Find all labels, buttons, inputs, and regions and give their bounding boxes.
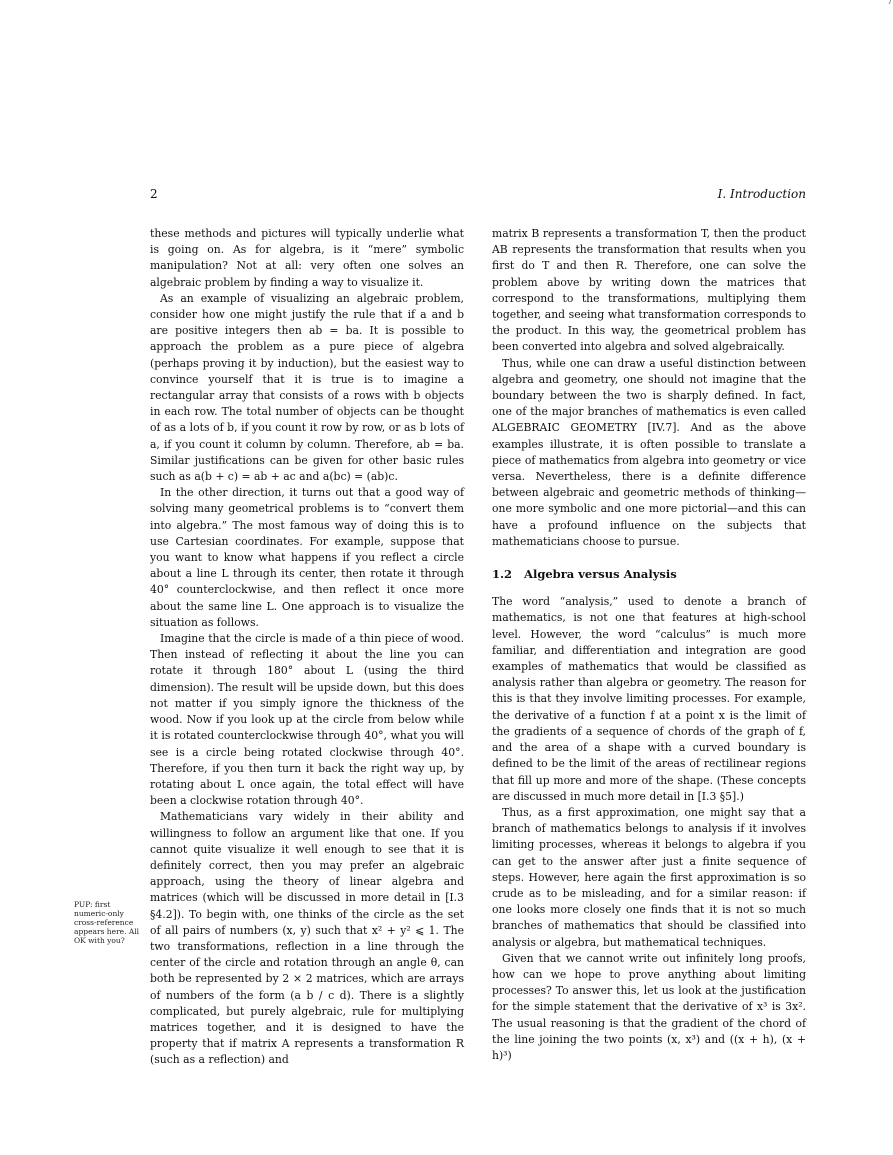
section-title: Algebra versus Analysis	[524, 567, 677, 582]
running-title: I. Introduction	[717, 187, 806, 201]
paragraph: Imagine that the circle is made of a thin piece of wood. Then instead of reflecting it about the line you can rotate it through 180° about L (using the third dimension). The result will be upside down, but this does not matter if you simply ignore the thickness of the wood. Now if you look up at the circle from below while it is rotated counterclockwise through 40°, what you will see is a circle being rotated clockwise through 40°. Therefore, if you then turn it back the right way up, by rotating about L once again, the total effect will have been a clockwise rotation through 40°.	[150, 632, 464, 808]
section-heading	[492, 566, 806, 582]
paragraph: Mathematicians vary widely in their ability and willingness to follow an argument like that one. If you cannot quite visualize it well enough to see that it is definitely correct, then you may prefer an algebraic approach, using the theory of linear algebra and matrices (which will be discussed in more detail in [I.3 §4.2]). To begin with, one thinks of the circle as the set of all pairs of numbers (x, y) such that x² + y² ⩽ 1. The two transformations, reflection in a line through the center of the circle and rotation through an angle θ, can both be represented by 2 × 2 matrices, which are arrays of numbers of the form (a b / c d). There is a slightly complicated, but purely algebraic, rule for multiplying matrices together, and it is designed to have the property that if matrix A represents a transformation R (such as a reflection) and	[150, 810, 464, 1067]
paragraph: As an example of visualizing an algebraic problem, consider how one might justify the rule that if a and b are positive integers then ab = ba. It is possible to approach the problem as a pure piece of algebra (perhaps proving it by induction), but the easiest way to convince yourself that it is true is to imagine a rectangular array that consists of a rows with b objects in each row. The total number of objects can be thought of as a lots of b, if you count it row by row, or as b lots of a, if you count it column by column. Therefore, ab = ba. Similar justifications can be given for other basic rules such as a(b + c) = ab + ac and a(bc) = (ab)c.	[150, 291, 464, 484]
paragraph: In the other direction, it turns out that a good way of solving many geometrical problems is to “convert them into algebra.” The most famous way of doing this is to use Cartesian coordinates. For example, suppose that you want to know what happens if you reflect a circle about a line L through its center, then rotate it through 40° counterclockwise, and then reflect it once more about the same line L. One approach is to visualize the situation as follows.	[150, 486, 464, 629]
margin-note: PUP: first numeric-only cross-reference appears here. All OK with you?	[74, 900, 140, 945]
corner-mark	[879, 0, 891, 6]
paragraph: The word “analysis,” used to denote a branch of mathematics, is not one that features at high-school level. However, the word “calculus” is much more familiar, and differentiation and integration are good examples of mathematics that would be classified as analysis rather than algebra or geometry. The reason for this is that they involve limiting processes. For example, the derivative of a function f at a point x is the limit of the gradients of a sequence of chords of the graph of f, and the area of a shape with a curved boundary is defined to be the limit of the areas of rectilinear regions that fill up more and more of the shape. (These concepts are discussed in much more detail in [I.3 §5].)	[492, 595, 806, 803]
paragraph: Thus, as a first approximation, one might say that a branch of mathematics belongs to analysis if it involves limiting processes, whereas it belongs to algebra if you can get to the answer after just a finite sequence of steps. However, here again the first approximation is so crude as to be misleading, and for a similar reason: if one looks more closely one finds that it is not so much branches of mathematics that should be classified into analysis or algebra, but mathematical techniques.	[492, 805, 806, 949]
right-column	[492, 226, 806, 1064]
left-column	[150, 226, 464, 1069]
paragraph: these methods and pictures will typically underlie what is going on. As for algebra, is it “mere” symbolic manipulation? Not at all: very often one solves an algebraic problem by finding a way to visualize it.	[150, 227, 464, 289]
page-number: 2	[150, 187, 158, 201]
paragraph: matrix B represents a transformation T, then the product AB represents the transformation that results when you first do T and then R. Therefore, one can solve the problem above by writing down the matrices that correspond to the transformations, multiplying them together, and seeing what transformation corresponds to the product. In this way, the geometrical problem has been converted into algebra and solved algebraically.	[492, 227, 806, 354]
section-number: 1.2	[492, 567, 513, 582]
paragraph: Thus, while one can draw a useful distinction between algebra and geometry, one should not imagine that the boundary between the two is sharply defined. In fact, one of the major branches of mathematics is even called ALGEBRAIC GEOMETRY [IV.7]. And as the above examples illustrate, it is often possible to translate a piece of mathematics from algebra into geometry or vice versa. Nevertheless, there is a definite difference between algebraic and geometric methods of thinking—one more symbolic and one more pictorial—and this can have a profound influence on the subjects that mathematicians choose to pursue.	[492, 356, 806, 548]
paragraph: Given that we cannot write out infinitely long proofs, how can we hope to prove anything about limiting processes? To answer this, let us look at the justification for the simple statement that the derivative of x³ is 3x². The usual reasoning is that the gradient of the chord of the line joining the two points (x, x³) and ((x + h), (x + h)³)	[492, 951, 806, 1062]
